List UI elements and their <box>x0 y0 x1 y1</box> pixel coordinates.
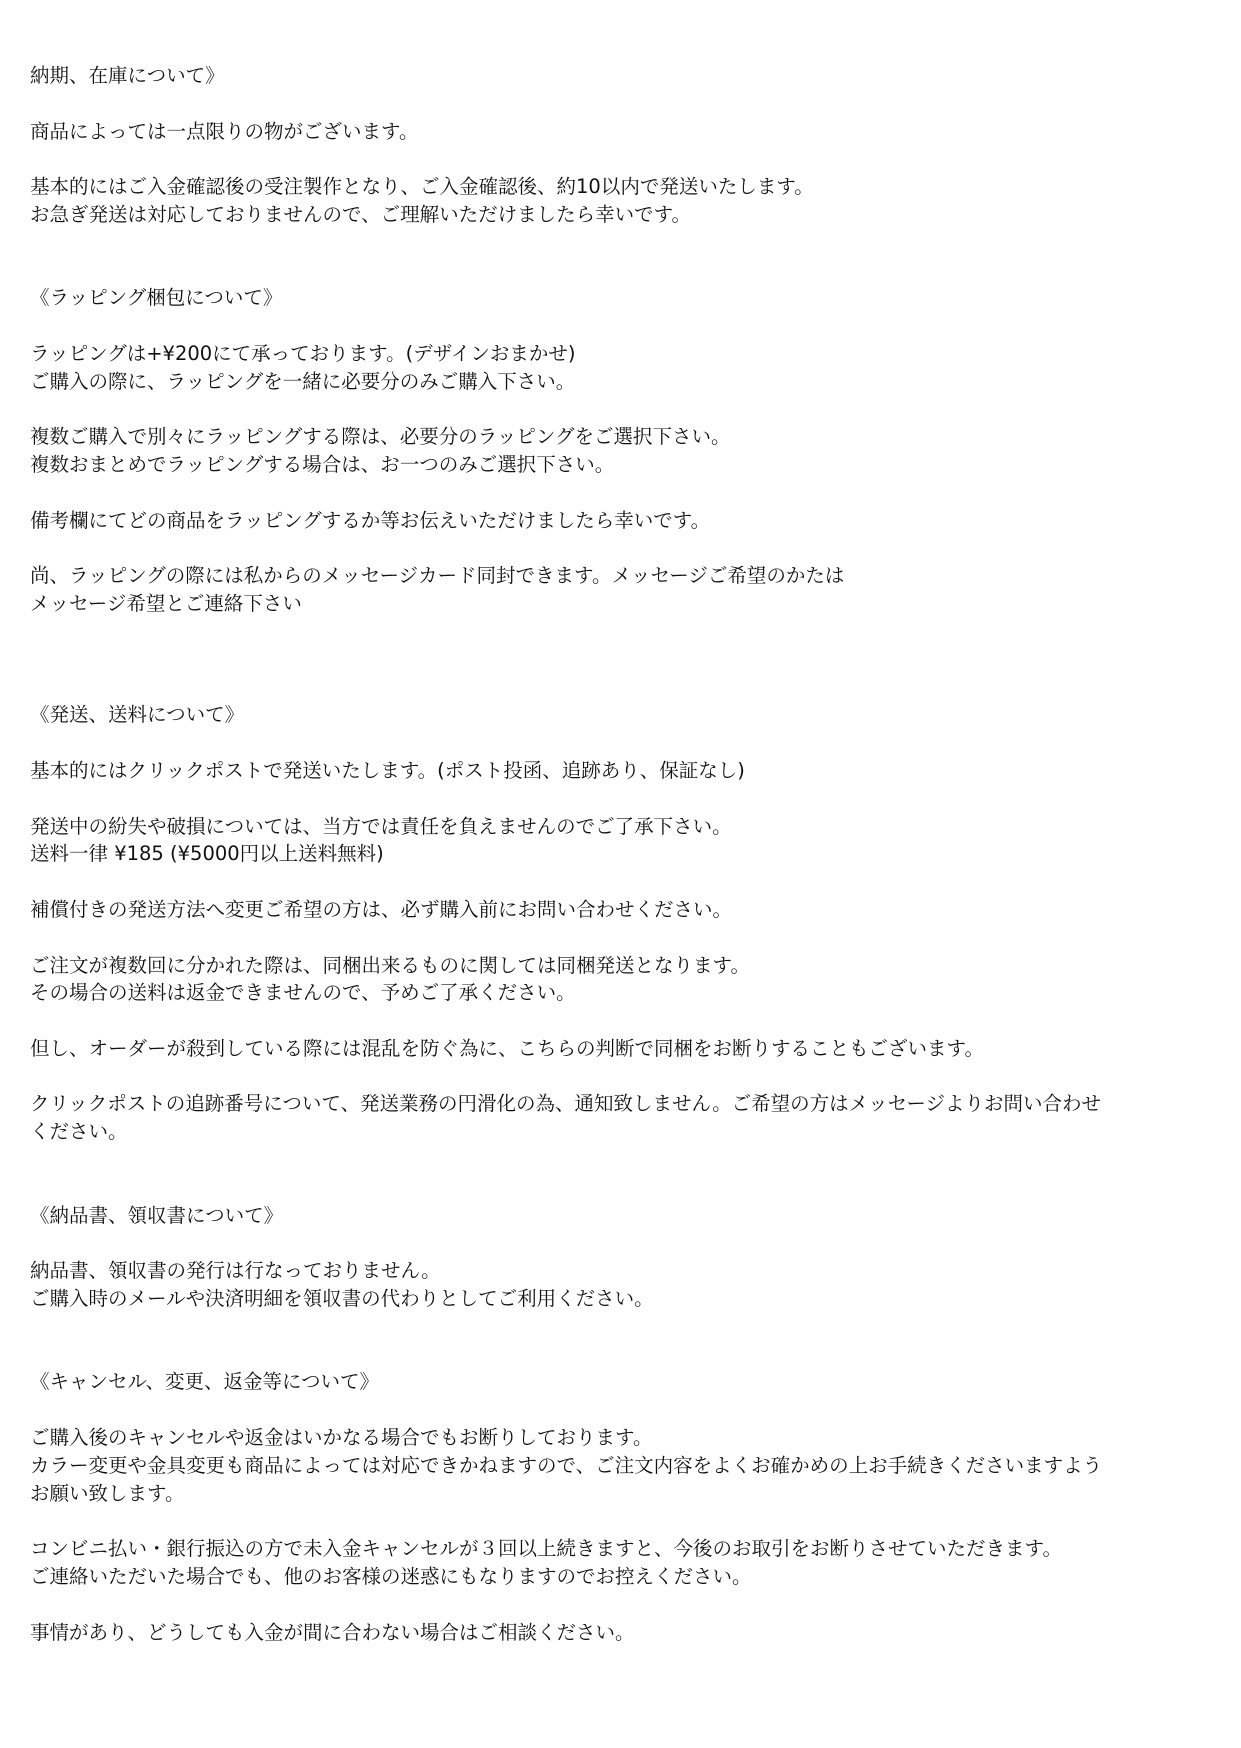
text-line: クリックポストの追跡番号について、発送業務の円滑化の為、通知致しません。ご希望の方はメッセージよりお問い合わせ <box>30 1092 1101 1116</box>
text-line: 但し、オーダーが殺到している際には混乱を防ぐ為に、こちらの判断で同梱をお断りすることもございます。 <box>30 1036 984 1060</box>
text-line: ご購入の際に、ラッピングを一緒に必要分のみご購入下さい。 <box>30 369 576 393</box>
text-line: 送料一律 ¥185 (¥5000円以上送料無料) <box>30 842 384 866</box>
text-line: 補償付きの発送方法へ変更ご希望の方は、必ず購入前にお問い合わせください。 <box>30 897 733 921</box>
section-cancellation <box>30 1368 1220 1646</box>
text-line: メッセージ希望とご連絡下さい <box>30 592 302 616</box>
text-line: 基本的にはクリックポストで発送いたします。(ポスト投函、追跡あり、保証なし) <box>30 758 745 782</box>
text-line: カラー変更や金具変更も商品によっては対応できかねますので、ご注文内容をよくお確かめの上お手続きくださいますよう <box>30 1453 1103 1477</box>
text-line: 事情があり、どうしても入金が間に合わない場合はご相談ください。 <box>30 1620 635 1644</box>
text-line: コンビニ払い・銀行振込の方で未入金キャンセルが３回以上続きますと、今後のお取引をお断りさせていただきます。 <box>30 1537 1062 1561</box>
section-heading: 《納品書、領収書について》 <box>30 1203 284 1227</box>
text-line: ご購入後のキャンセルや返金はいかなる場合でもお断りしております。 <box>30 1426 653 1450</box>
text-line: ご購入時のメールや決済明細を領収書の代わりとしてご利用ください。 <box>30 1287 654 1311</box>
text-line: ください。 <box>30 1120 128 1144</box>
text-line: 複数ご購入で別々にラッピングする際は、必要分のラッピングをご選択下さい。 <box>30 425 731 449</box>
section-delivery-stock <box>30 62 1220 229</box>
text-line: 尚、ラッピングの際には私からのメッセージカード同封できます。メッセージご希望のかたは <box>30 564 845 588</box>
text-line: ご連絡いただいた場合でも、他のお客様の迷惑にもなりますのでお控えください。 <box>30 1565 752 1589</box>
section-heading: 《発送、送料について》 <box>30 703 245 727</box>
section-heading: 《ラッピング梱包について》 <box>30 286 283 310</box>
text-line: 納品書、領収書の発行は行なっておりません。 <box>30 1259 441 1283</box>
section-heading: 納期、在庫について》 <box>30 64 225 87</box>
section-heading: 《キャンセル、変更、返金等について》 <box>30 1370 380 1394</box>
policy-document <box>30 62 1220 1646</box>
text-line: お願い致します。 <box>30 1481 185 1505</box>
section-wrapping <box>30 284 1220 618</box>
text-line: 発送中の紛失や破損については、当方では責任を負えませんのでご了承下さい。 <box>30 814 732 838</box>
text-line: 基本的にはご入金確認後の受注製作となり、ご入金確認後、約10以内で発送いたします。 <box>30 175 814 199</box>
text-line: その場合の送料は返金できませんので、予めご了承ください。 <box>30 981 576 1005</box>
text-line: 商品によっては一点限りの物がございます。 <box>30 119 419 143</box>
text-line: ラッピングは+¥200にて承っております。(デザインおまかせ) <box>30 341 576 365</box>
section-shipping <box>30 701 1220 1146</box>
section-receipts <box>30 1202 1220 1313</box>
text-line: 備考欄にてどの商品をラッピングするか等お伝えいただけましたら幸いです。 <box>30 508 711 532</box>
text-line: お急ぎ発送は対応しておりませんので、ご理解いただけましたら幸いです。 <box>30 202 692 226</box>
text-line: 複数おまとめでラッピングする場合は、お一つのみご選択下さい。 <box>30 453 615 477</box>
text-line: ご注文が複数回に分かれた際は、同梱出来るものに関しては同梱発送となります。 <box>30 953 750 977</box>
